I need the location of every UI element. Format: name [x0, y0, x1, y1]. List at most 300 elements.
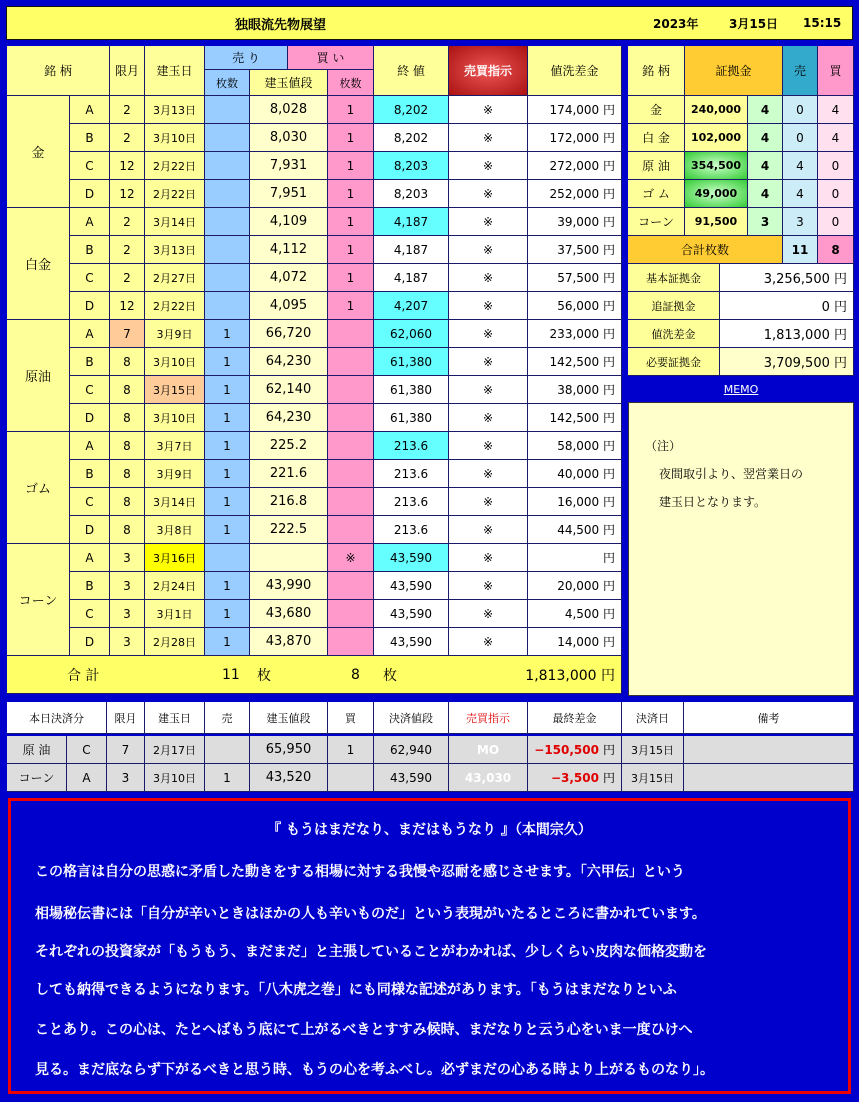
row-diff: 37,500 円 [528, 236, 622, 264]
row-sell-count [205, 124, 250, 152]
row-buy-count: 1 [328, 292, 374, 320]
row-signal[interactable]: ※ [449, 404, 528, 432]
margin-header-buy: 買 [818, 46, 854, 96]
col-header-price: 建玉値段 [250, 70, 328, 96]
settled-row-settle-price: 62,940 [374, 736, 449, 764]
group-name-0: 金 [7, 96, 70, 208]
margin-row-buy: 4 [818, 96, 854, 124]
row-diff: 142,500 円 [528, 348, 622, 376]
row-date: 2月22日 [145, 180, 205, 208]
settled-row-final [528, 736, 622, 764]
margin-summary-value: 3,709,500 円 [720, 348, 854, 376]
row-grade: A [70, 208, 110, 236]
row-date: 3月9日 [145, 460, 205, 488]
row-price: 64,230 [250, 404, 328, 432]
row-sell-count: 1 [205, 488, 250, 516]
row-signal[interactable]: ※ [449, 516, 528, 544]
row-close: 8,203 [374, 152, 449, 180]
margin-row-level: 4 [748, 96, 783, 124]
row-diff: 233,000 円 [528, 320, 622, 348]
row-sell-count [205, 180, 250, 208]
row-diff: 272,000 円 [528, 152, 622, 180]
row-signal[interactable]: ※ [449, 600, 528, 628]
row-month: 2 [110, 264, 145, 292]
row-signal[interactable]: ※ [449, 572, 528, 600]
row-date: 3月14日 [145, 208, 205, 236]
row-buy-count [328, 432, 374, 460]
settled-row-date: 3月10日 [145, 764, 205, 792]
row-month: 8 [110, 404, 145, 432]
margin-row-buy: 0 [818, 152, 854, 180]
row-signal[interactable]: ※ [449, 432, 528, 460]
settled-row-settle-date: 3月15日 [622, 764, 684, 792]
margin-row-sell: 4 [783, 152, 818, 180]
memo-line: （注） [645, 439, 682, 453]
margin-count-label: 合計枚数 [628, 236, 783, 264]
settled-header-month: 限月 [107, 702, 145, 734]
row-signal[interactable]: ※ [449, 292, 528, 320]
row-grade: D [70, 516, 110, 544]
settled-header-final: 最終差金 [528, 702, 622, 734]
settled-row-sell [205, 736, 250, 764]
group-name-2: 原油 [7, 320, 70, 432]
row-sell-count [205, 544, 250, 572]
totals-cell: 枚 [257, 667, 271, 684]
settled-header-name: 本日決済分 [7, 702, 107, 734]
row-diff: 58,000 円 [528, 432, 622, 460]
margin-row-level: 4 [748, 180, 783, 208]
row-buy-count: 1 [328, 124, 374, 152]
settled-header-settle_date: 決済日 [622, 702, 684, 734]
row-close: 4,187 [374, 208, 449, 236]
margin-header-deposit: 証拠金 [685, 46, 783, 96]
row-month: 8 [110, 432, 145, 460]
row-signal[interactable]: ※ [449, 544, 528, 572]
row-price: 7,951 [250, 180, 328, 208]
margin-summary-value: 1,813,000 円 [720, 320, 854, 348]
row-date: 3月15日 [145, 376, 205, 404]
row-diff: 57,500 円 [528, 264, 622, 292]
settled-row-month: 7 [107, 736, 145, 764]
row-month: 3 [110, 628, 145, 656]
margin-summary-value: 0 円 [720, 292, 854, 320]
row-price: 66,720 [250, 320, 328, 348]
margin-row-sell: 4 [783, 180, 818, 208]
row-close: 8,202 [374, 124, 449, 152]
row-signal[interactable]: ※ [449, 628, 528, 656]
settled-row-signal: 43,030 [449, 764, 528, 792]
quote-line: それぞれの投資家が「もうもう、まだまだ」と主張していることがわかれば、少しくらい皮肉な価格変動を [35, 944, 707, 960]
row-price: 225.2 [250, 432, 328, 460]
row-date: 3月13日 [145, 236, 205, 264]
row-signal[interactable]: ※ [449, 208, 528, 236]
row-diff: 174,000 円 [528, 96, 622, 124]
settled-row-price: 65,950 [250, 736, 328, 764]
row-date: 3月9日 [145, 320, 205, 348]
row-grade: D [70, 180, 110, 208]
margin-row-name: 金 [628, 96, 685, 124]
row-diff: 20,000 円 [528, 572, 622, 600]
row-sell-count: 1 [205, 376, 250, 404]
row-sell-count: 1 [205, 404, 250, 432]
row-signal[interactable]: ※ [449, 180, 528, 208]
row-grade: B [70, 236, 110, 264]
row-grade: C [70, 152, 110, 180]
group-name-3: ゴム [7, 432, 70, 544]
settled-header-price: 建玉値段 [250, 702, 328, 734]
row-month: 2 [110, 96, 145, 124]
row-date: 2月22日 [145, 292, 205, 320]
yen-unit: 円 [602, 771, 615, 785]
row-close: 61,380 [374, 348, 449, 376]
margin-row-level: 3 [748, 208, 783, 236]
row-diff: 142,500 円 [528, 404, 622, 432]
row-price: 216.8 [250, 488, 328, 516]
row-sell-count [205, 208, 250, 236]
memo-line: 建玉日となります。 [659, 495, 767, 509]
row-month: 3 [110, 572, 145, 600]
row-grade: D [70, 404, 110, 432]
row-close: 43,590 [374, 600, 449, 628]
row-price: 64,230 [250, 348, 328, 376]
row-buy-count: 1 [328, 264, 374, 292]
row-month: 7 [110, 320, 145, 348]
margin-row-amount: 240,000 [685, 96, 748, 124]
row-grade: B [70, 124, 110, 152]
row-month: 8 [110, 460, 145, 488]
row-price: 8,030 [250, 124, 328, 152]
row-sell-count: 1 [205, 460, 250, 488]
row-signal[interactable]: ※ [449, 96, 528, 124]
row-date: 2月28日 [145, 628, 205, 656]
row-signal[interactable]: ※ [449, 264, 528, 292]
row-month: 12 [110, 152, 145, 180]
row-price: 4,095 [250, 292, 328, 320]
row-month: 3 [110, 600, 145, 628]
row-month: 8 [110, 376, 145, 404]
row-month: 3 [110, 544, 145, 572]
quote-line: 相場秘伝書には「自分が辛いときはほかの人も辛いものだ」という表現がいたるところに書かれています。 [35, 906, 706, 922]
totals-cell: 11 [222, 666, 240, 683]
row-sell-count [205, 292, 250, 320]
row-close: 4,207 [374, 292, 449, 320]
margin-row-amount: 354,500 [685, 152, 748, 180]
row-month: 2 [110, 236, 145, 264]
yen-unit: 円 [602, 743, 615, 757]
col-header-diff: 値洗差金 [528, 46, 622, 96]
row-close: 61,380 [374, 404, 449, 432]
quote-line: この格言は自分の思惑に矛盾した動きをする相場に対する我慢や忍耐を感じさせます。「六甲伝」という [35, 864, 685, 880]
row-diff: 56,000 円 [528, 292, 622, 320]
margin-summary-label: 値洗差金 [628, 320, 720, 348]
row-grade: C [70, 488, 110, 516]
row-sell-count: 1 [205, 600, 250, 628]
row-date: 3月10日 [145, 124, 205, 152]
settled-header-settle_price: 決済値段 [374, 702, 449, 734]
row-buy-count: 1 [328, 180, 374, 208]
col-header-name: 銘 柄 [7, 46, 110, 96]
row-date: 3月16日 [145, 544, 205, 572]
col-header-signal: 売買指示 [449, 46, 528, 96]
margin-summary-label: 追証拠金 [628, 292, 720, 320]
row-signal[interactable]: ※ [449, 236, 528, 264]
margin-row-amount: 91,500 [685, 208, 748, 236]
row-date: 3月10日 [145, 348, 205, 376]
row-grade: A [70, 544, 110, 572]
row-diff: 14,000 円 [528, 628, 622, 656]
row-month: 12 [110, 180, 145, 208]
final-amount: −3,500 [550, 770, 599, 785]
settled-row-final [528, 764, 622, 792]
row-grade: C [70, 376, 110, 404]
row-close: 213.6 [374, 460, 449, 488]
row-close: 213.6 [374, 432, 449, 460]
col-header-sell-count: 枚数 [205, 70, 250, 96]
totals-row [7, 656, 622, 694]
totals-cell: 枚 [383, 667, 397, 684]
row-sell-count: 1 [205, 348, 250, 376]
quote-line: しても納得できるようになります。「八木虎之巻」にも同様な記述があります。「もうはまだなりといふ [35, 982, 677, 998]
memo-line: 夜間取引より、翌営業日の [659, 467, 804, 481]
settled-row-date: 2月17日 [145, 736, 205, 764]
row-month: 2 [110, 208, 145, 236]
row-buy-count [328, 404, 374, 432]
settled-row-name: 原 油 [7, 736, 67, 764]
row-sell-count: 1 [205, 628, 250, 656]
quote-box [8, 798, 851, 1094]
row-close: 8,202 [374, 96, 449, 124]
row-price [250, 544, 328, 572]
row-grade: B [70, 572, 110, 600]
memo-box [628, 402, 854, 696]
row-close: 43,590 [374, 572, 449, 600]
row-date: 2月22日 [145, 152, 205, 180]
row-price: 221.6 [250, 460, 328, 488]
col-header-buy: 買 い [288, 46, 374, 70]
row-date: 3月14日 [145, 488, 205, 516]
margin-row-level: 4 [748, 152, 783, 180]
row-buy-count [328, 488, 374, 516]
row-close: 61,380 [374, 376, 449, 404]
row-buy-count: 1 [328, 208, 374, 236]
row-month: 8 [110, 488, 145, 516]
row-signal[interactable]: ※ [449, 348, 528, 376]
row-month: 8 [110, 348, 145, 376]
margin-summary-label: 基本証拠金 [628, 264, 720, 292]
row-diff: 44,500 円 [528, 516, 622, 544]
row-grade: A [70, 432, 110, 460]
header-date: 3月15日 [729, 16, 779, 31]
settled-row-buy [328, 764, 374, 792]
row-buy-count [328, 460, 374, 488]
margin-row-buy: 4 [818, 124, 854, 152]
row-buy-count: 1 [328, 236, 374, 264]
margin-count-sell: 11 [783, 236, 818, 264]
final-amount: −150,500 [534, 742, 599, 757]
row-signal[interactable]: ※ [449, 460, 528, 488]
quote-line: ことあり。この心は、たとへばもう底にて上がるべきとすすみ候時、まだなりと云う心をいま一度ひけへ [35, 1022, 693, 1038]
totals-diff: 1,813,000 円 [525, 667, 615, 684]
margin-count-buy: 8 [818, 236, 854, 264]
settled-row-note [684, 764, 854, 792]
row-diff: 172,000 円 [528, 124, 622, 152]
margin-header-name: 銘 柄 [628, 46, 685, 96]
row-sell-count [205, 264, 250, 292]
settled-header-date: 建玉日 [145, 702, 205, 734]
row-month: 8 [110, 516, 145, 544]
margin-row-level: 4 [748, 124, 783, 152]
row-price: 7,931 [250, 152, 328, 180]
row-buy-count [328, 376, 374, 404]
margin-summary-label: 必要証拠金 [628, 348, 720, 376]
settled-row-buy: 1 [328, 736, 374, 764]
margin-row-buy: 0 [818, 208, 854, 236]
row-diff: 16,000 円 [528, 488, 622, 516]
margin-row-name: 白 金 [628, 124, 685, 152]
row-buy-count [328, 600, 374, 628]
header-year: 2023年 [653, 16, 699, 31]
col-header-month: 限月 [110, 46, 145, 96]
row-sell-count: 1 [205, 432, 250, 460]
margin-row-sell: 3 [783, 208, 818, 236]
row-grade: C [70, 264, 110, 292]
row-date: 3月13日 [145, 96, 205, 124]
col-header-sell: 売 り [205, 46, 288, 70]
settled-row-settle-price: 43,590 [374, 764, 449, 792]
row-grade: B [70, 348, 110, 376]
settled-row-note [684, 736, 854, 764]
settled-header-note: 備考 [684, 702, 854, 734]
margin-header-sell: 売 [783, 46, 818, 96]
row-buy-count: 1 [328, 152, 374, 180]
row-date: 3月7日 [145, 432, 205, 460]
row-sell-count: 1 [205, 320, 250, 348]
row-month: 2 [110, 124, 145, 152]
row-price: 4,109 [250, 208, 328, 236]
margin-row-sell: 0 [783, 124, 818, 152]
col-header-close: 終 値 [374, 46, 449, 96]
quote-title: 『 もうはまだなり、まだはもうなり 』（本間宗久） [267, 822, 592, 838]
row-grade: C [70, 600, 110, 628]
row-price: 8,028 [250, 96, 328, 124]
row-buy-count [328, 320, 374, 348]
row-close: 4,187 [374, 264, 449, 292]
row-price: 43,990 [250, 572, 328, 600]
row-buy-count: 1 [328, 96, 374, 124]
row-date: 3月10日 [145, 404, 205, 432]
row-signal[interactable]: ※ [449, 124, 528, 152]
row-buy-count [328, 572, 374, 600]
margin-row-amount: 102,000 [685, 124, 748, 152]
row-close: 213.6 [374, 488, 449, 516]
row-date: 2月24日 [145, 572, 205, 600]
page-title: 独眼流先物展望 [235, 17, 327, 33]
memo-label[interactable]: MEMO [723, 382, 759, 396]
group-name-4: コーン [7, 544, 70, 656]
settled-row-name: コーン [7, 764, 67, 792]
margin-row-amount: 49,000 [685, 180, 748, 208]
row-date: 3月8日 [145, 516, 205, 544]
row-buy-count: ※ [328, 544, 374, 572]
row-close: 213.6 [374, 516, 449, 544]
row-month: 12 [110, 292, 145, 320]
row-price: 4,072 [250, 264, 328, 292]
totals-cell: 8 [351, 666, 360, 683]
row-signal[interactable]: ※ [449, 152, 528, 180]
quote-line: 見る。まだ底ならず下がるべきと思う時、もうの心を考ふべし。必ずまだの心ある時より上がるものなり」。 [35, 1062, 714, 1078]
row-close: 8,203 [374, 180, 449, 208]
row-price: 4,112 [250, 236, 328, 264]
totals-cell: 合 計 [67, 667, 100, 684]
margin-row-name: ゴ ム [628, 180, 685, 208]
settled-row-grade: A [67, 764, 107, 792]
row-sell-count [205, 96, 250, 124]
row-diff: 40,000 円 [528, 460, 622, 488]
settled-header-signal: 売買指示 [449, 702, 528, 734]
row-buy-count [328, 628, 374, 656]
row-diff: 38,000 円 [528, 376, 622, 404]
margin-row-buy: 0 [818, 180, 854, 208]
margin-summary-value: 3,256,500 円 [720, 264, 854, 292]
row-sell-count: 1 [205, 572, 250, 600]
title-bar [6, 6, 853, 40]
row-sell-count [205, 236, 250, 264]
margin-row-name: 原 油 [628, 152, 685, 180]
margin-row-sell: 0 [783, 96, 818, 124]
row-grade: A [70, 320, 110, 348]
row-diff: 円 [528, 544, 622, 572]
settled-row-price: 43,520 [250, 764, 328, 792]
settled-header-sell: 売 [205, 702, 250, 734]
row-signal[interactable]: ※ [449, 320, 528, 348]
settled-row-grade: C [67, 736, 107, 764]
settled-row-month: 3 [107, 764, 145, 792]
row-buy-count [328, 516, 374, 544]
settled-row-signal: MO [449, 736, 528, 764]
row-sell-count [205, 152, 250, 180]
group-name-1: 白金 [7, 208, 70, 320]
row-price: 43,680 [250, 600, 328, 628]
row-signal[interactable]: ※ [449, 376, 528, 404]
row-date: 2月27日 [145, 264, 205, 292]
header-time: 15:15 [803, 16, 842, 30]
row-diff: 252,000 円 [528, 180, 622, 208]
col-header-buy-count: 枚数 [328, 70, 374, 96]
settled-header-buy: 買 [328, 702, 374, 734]
row-diff: 4,500 円 [528, 600, 622, 628]
settled-row-sell: 1 [205, 764, 250, 792]
row-sell-count: 1 [205, 516, 250, 544]
margin-row-name: コーン [628, 208, 685, 236]
row-signal[interactable]: ※ [449, 488, 528, 516]
row-buy-count [328, 348, 374, 376]
settled-row-settle-date: 3月15日 [622, 736, 684, 764]
col-header-date: 建玉日 [145, 46, 205, 96]
row-price: 222.5 [250, 516, 328, 544]
row-grade: D [70, 628, 110, 656]
row-price: 62,140 [250, 376, 328, 404]
row-grade: D [70, 292, 110, 320]
row-close: 43,590 [374, 544, 449, 572]
row-grade: A [70, 96, 110, 124]
row-price: 43,870 [250, 628, 328, 656]
row-grade: B [70, 460, 110, 488]
row-diff: 39,000 円 [528, 208, 622, 236]
row-date: 3月1日 [145, 600, 205, 628]
row-close: 43,590 [374, 628, 449, 656]
row-close: 62,060 [374, 320, 449, 348]
row-close: 4,187 [374, 236, 449, 264]
